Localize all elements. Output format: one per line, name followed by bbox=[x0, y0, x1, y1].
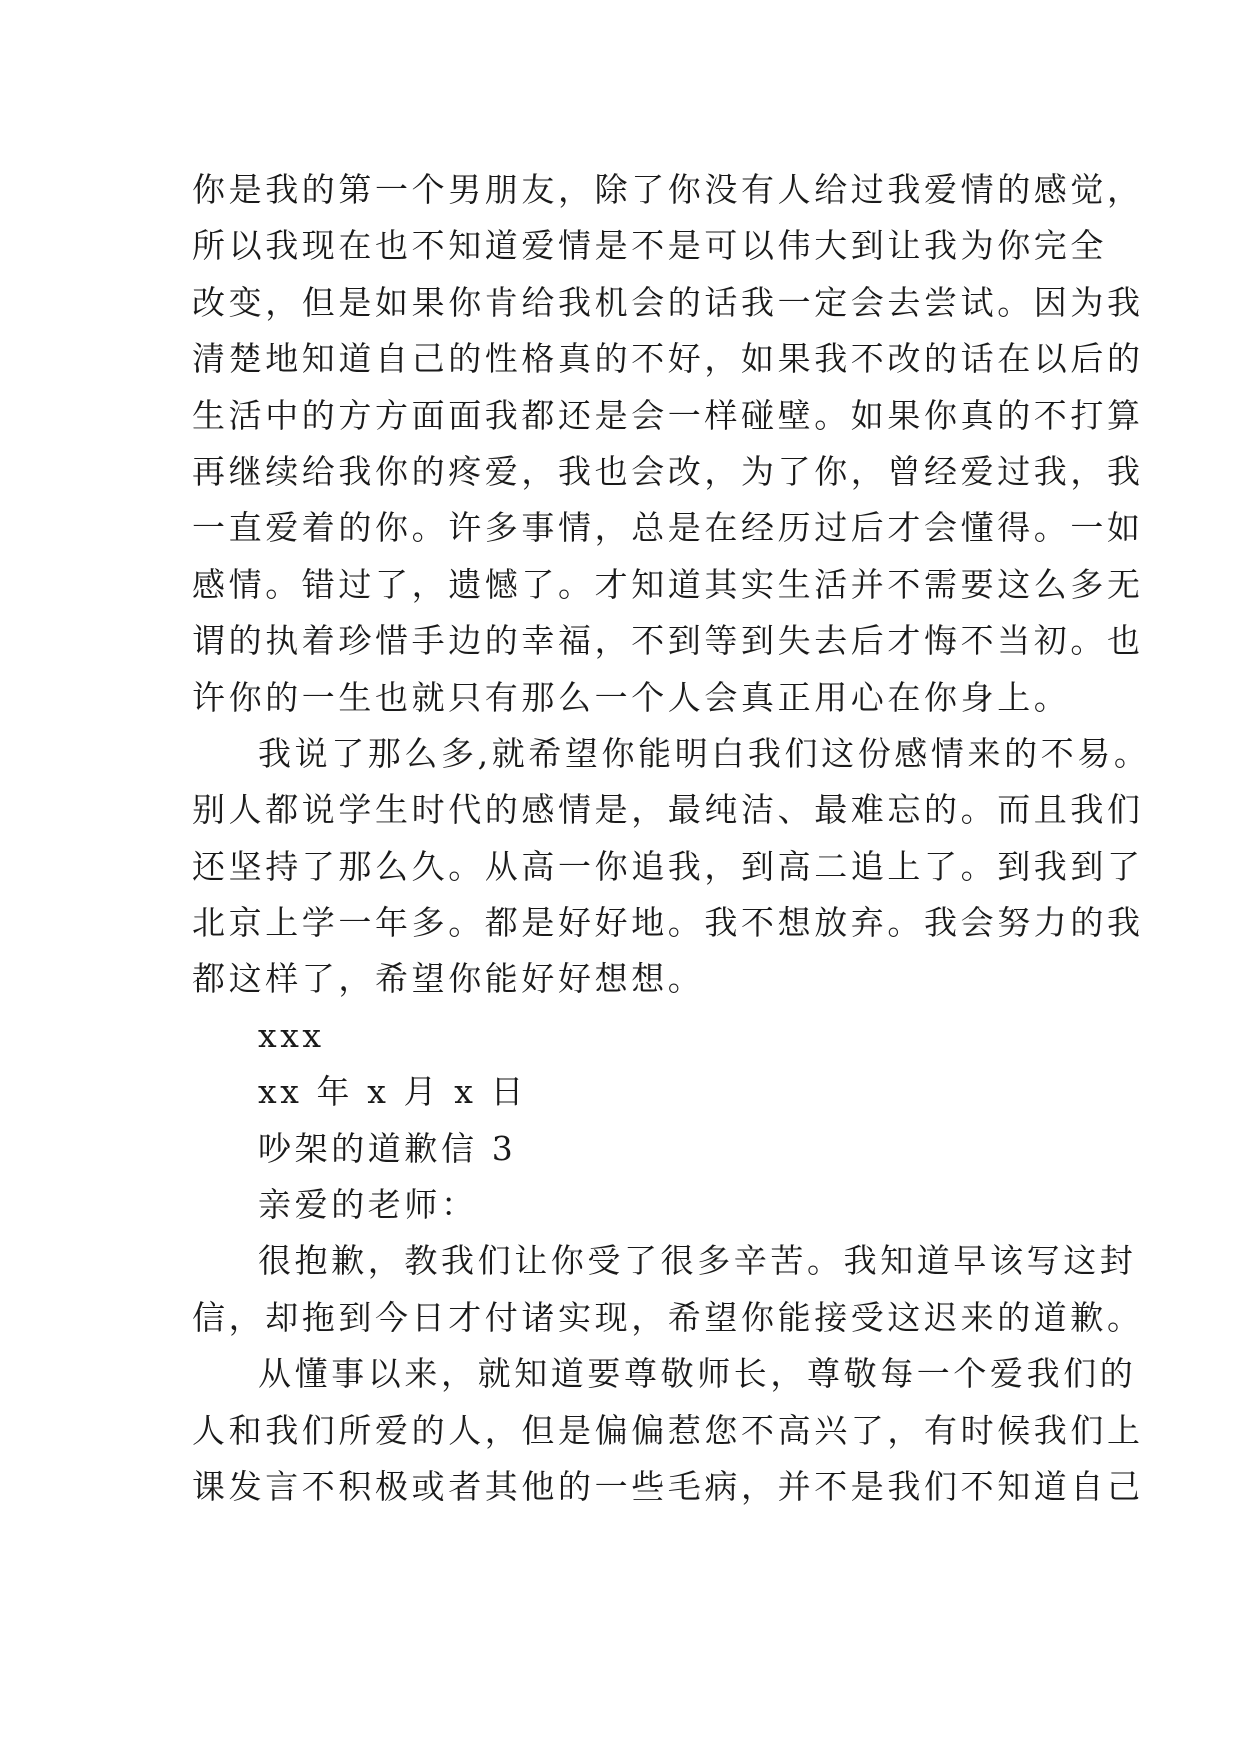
text-line: 北京上学一年多。都是好好地。我不想放弃。我会努力的我 bbox=[192, 903, 1144, 943]
text-line: 你是我的第一个男朋友，除了你没有人给过我爱情的感觉， bbox=[192, 170, 1144, 209]
text-line: 清楚地知道自己的性格真的不好，如果我不改的话在以后的 bbox=[192, 339, 1144, 379]
text-line: 吵架的道歉信 3 bbox=[258, 1128, 517, 1168]
text-line: xxx bbox=[258, 1015, 325, 1055]
text-line: 人和我们所爱的人，但是偏偏惹您不高兴了，有时候我们上 bbox=[192, 1410, 1144, 1450]
text-line: 谓的执着珍惜手边的幸福，不到等到失去后才悔不当初。也 bbox=[192, 621, 1144, 661]
letter-body bbox=[192, 162, 1151, 1515]
text-line: 再继续给我你的疼爱，我也会改，为了你，曾经爱过我，我 bbox=[192, 451, 1144, 491]
text-line: xx 年 x 月 x 日 bbox=[258, 1072, 528, 1112]
text-line: 从懂事以来，就知道要尊敬师长，尊敬每一个爱我们的 bbox=[258, 1354, 1137, 1394]
text-line: 改变，但是如果你肯给我机会的话我一定会去尝试。因为我 bbox=[192, 282, 1144, 322]
text-line: 感情。错过了，遗憾了。才知道其实生活并不需要这么多无 bbox=[192, 564, 1144, 604]
text-line: 许你的一生也就只有那么一个人会真正用心在你身上。 bbox=[192, 677, 1071, 717]
text-line: 我说了那么多,就希望你能明白我们这份感情来的不易。 bbox=[258, 733, 1151, 773]
text-line: 都这样了，希望你能好好想想。 bbox=[192, 959, 705, 999]
text-line: 课发言不积极或者其他的一些毛病，并不是我们不知道自己 bbox=[192, 1466, 1144, 1506]
text-line: 还坚持了那么久。从高一你追我，到高二追上了。到我到了 bbox=[192, 846, 1144, 886]
text-line: 一直爱着的你。许多事情，总是在经历过后才会懂得。一如 bbox=[192, 508, 1144, 548]
text-line: 亲爱的老师： bbox=[258, 1185, 478, 1225]
text-line: 所以我现在也不知道爱情是不是可以伟大到让我为你完全 bbox=[192, 226, 1107, 266]
text-line: 信，却拖到今日才付诸实现，希望你能接受这迟来的道歉。 bbox=[192, 1297, 1144, 1337]
text-line: 生活中的方方面面我都还是会一样碰壁。如果你真的不打算 bbox=[192, 395, 1144, 435]
text-line: 很抱歉，教我们让你受了很多辛苦。我知道早该写这封 bbox=[258, 1241, 1137, 1281]
text-line: 别人都说学生时代的感情是，最纯洁、最难忘的。而且我们 bbox=[192, 790, 1144, 830]
